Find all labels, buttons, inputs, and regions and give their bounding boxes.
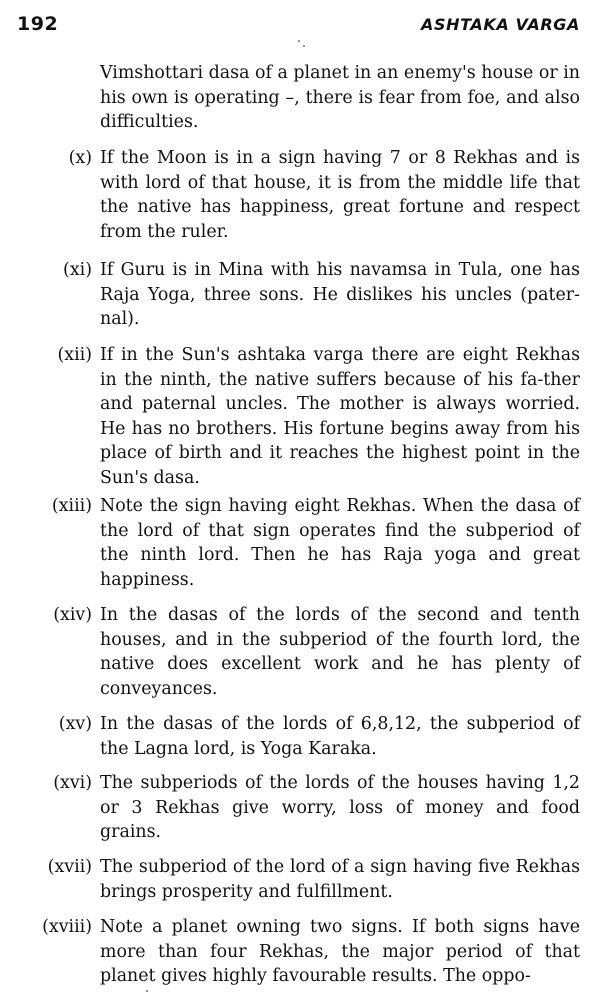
item-number: (xi) <box>63 260 92 280</box>
item-number: (xii) <box>57 345 92 365</box>
print-speck <box>298 40 300 42</box>
item-number: (xiv) <box>53 605 92 625</box>
item-number: (x) <box>68 148 92 168</box>
page-header <box>17 13 580 39</box>
item-number: (xiii) <box>51 496 92 516</box>
print-speck <box>146 990 148 992</box>
item-number: (xv) <box>58 714 92 734</box>
paragraph-text: Vimshottari dasa of a planet in an enemy's house or in his own is operating –, there is fear from foe, and also difficulties. <box>100 63 580 132</box>
item-number: (xvi) <box>53 773 92 793</box>
page-number: 192 <box>17 13 59 35</box>
item-number: (xviii) <box>42 917 92 937</box>
item-number: (xvii) <box>47 857 92 877</box>
item-text: If in the Sun's ashtaka varga there are eight Rekhas in the ninth, the native suffers because of his fa-ther and paternal uncles. The mother is always worried. He has no brothers. His fortune begins away from his place of birth and it reaches the highest point in the Sun's dasa. <box>100 345 580 488</box>
running-title: ASHTAKA VARGA <box>420 15 580 34</box>
item-text: Note a planet owning two signs. If both signs have more than four Rekhas, the major period of that planet gives highly favourable results. The oppo- <box>100 917 580 986</box>
print-speck <box>303 45 305 47</box>
item-text: If the Moon is in a sign having 7 or 8 Rekhas and is with lord of that house, it is from the middle life that the native has happiness, great fortune and respect from the ruler. <box>100 148 580 242</box>
item-text: The subperiod of the lord of a sign having five Rekhas brings prosperity and fulfillment. <box>100 857 580 902</box>
item-text: The subperiods of the lords of the houses having 1,2 or 3 Rekhas give worry, loss of money and food grains. <box>100 773 580 842</box>
item-text: Note the sign having eight Rekhas. When the dasa of the lord of that sign operates find the subperiod of the ninth lord. Then he has Raja yoga and great happiness. <box>100 496 580 590</box>
item-text: In the dasas of the lords of the second and tenth houses, and in the subperiod of the fourth lord, the native does excellent work and he has plenty of conveyances. <box>100 605 580 699</box>
item-text: In the dasas of the lords of 6,8,12, the subperiod of the Lagna lord, is Yoga Karaka. <box>100 714 580 759</box>
item-text: If Guru is in Mina with his navamsa in Tula, one has Raja Yoga, three sons. He dislikes his uncles (pater-nal). <box>100 260 580 329</box>
